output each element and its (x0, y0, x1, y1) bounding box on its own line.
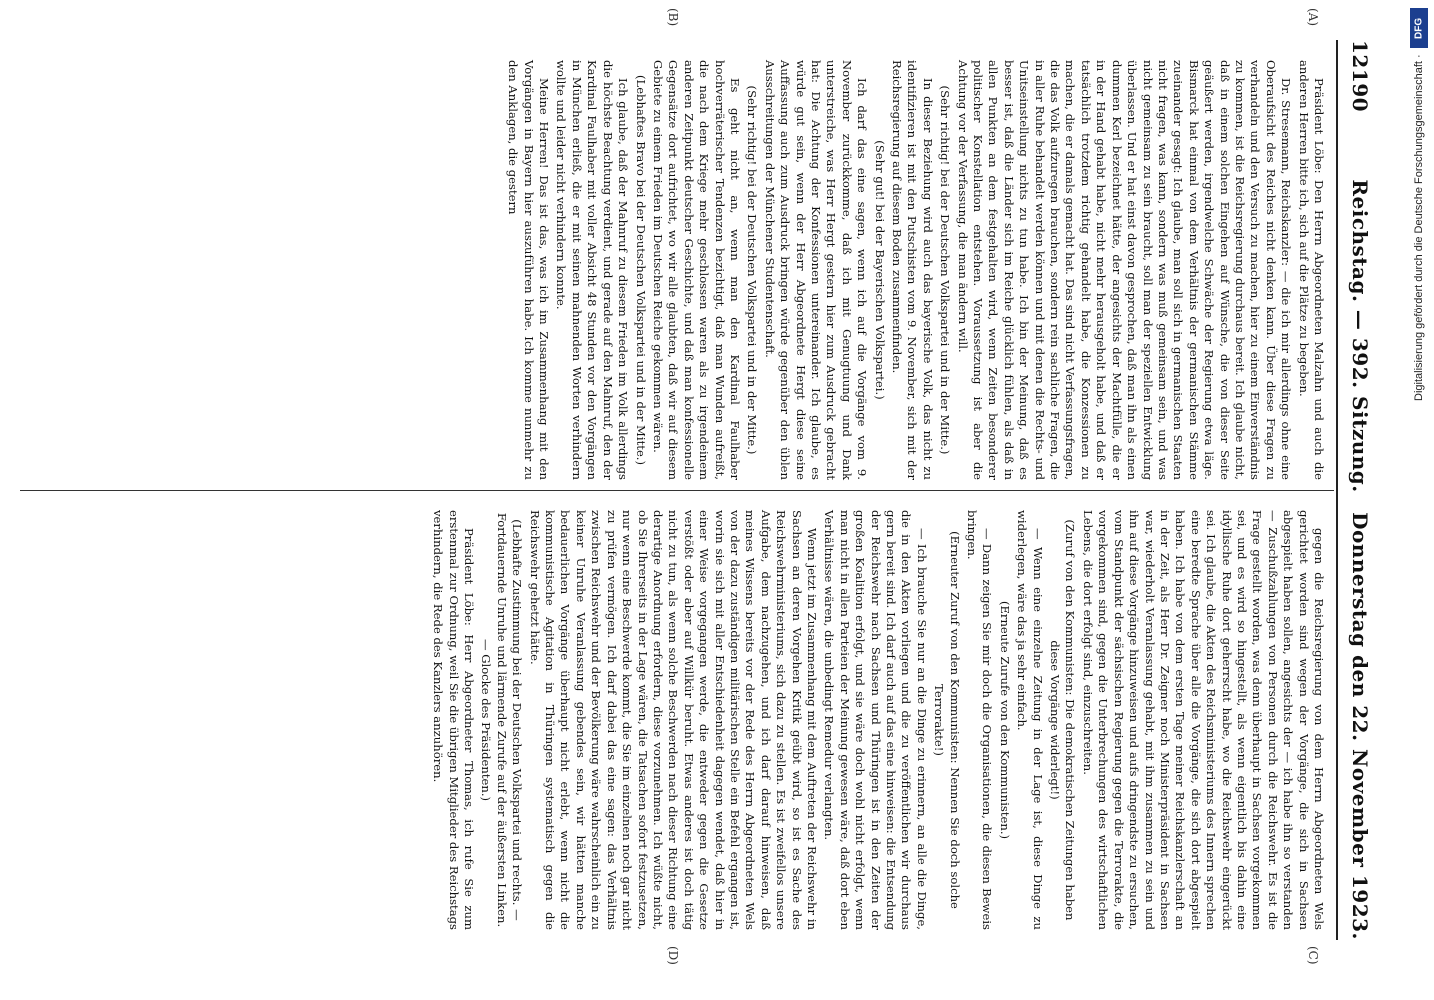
margin-marker-a: (A) (1306, 8, 1320, 27)
left-column-paragraph: (Sehr richtig! bei der Deutschen Volkspartei und in der Mitte.) (745, 85, 760, 455)
session-title: Reichstag. — 392. Sitzung. (1348, 179, 1372, 493)
left-column-paragraph: (Lebhaftes Bravo bei der Deutschen Volkspartei und in der Mitte.) (633, 74, 648, 466)
right-column-paragraph: (Lebhafte Zustimmung bei der Deutschen Volkspartei und rechts. — Fortdauernde Unruhe und lärmende Zurufe auf der äußersten Linken. — Glocke des Präsidenten.) (479, 512, 525, 928)
left-column-paragraph: Dr. Stresemann, Reichskanzler: — die ich mir allerdings ohne eine Oberaufsicht des Reiches nicht denken kann. Über diese Fragen zu verhandeln und den Versuch zu machen, hier zu einem Einverständnis zu kommen, ist die Reichsregierung durchaus bereit. Ich glaube nicht, daß in einem solchen Eingehen auf Wünsche, die von dieser Seite geäußert werden, irgendwelche Schwäche der Regierung etwa läge. Bismarck hat einmal von dem Verhältnis der germanischen Stämme zueinander gesagt: Ich glaube, man soll sich in germanischen Staaten nicht fragen, was kann, sondern was muß gemeinsam sein, und was nicht gemeinsam zu sein braucht, soll man der speziellen Entwicklung überlassen. Und er hat einst davon gesprochen, daß man ihn als einen dummen Kerl bezeichnet hätte, der angesichts der Machtfülle, die er in der Hand gehabt habe, nicht mehr herausgeholt habe, und daß er tatsächlich trotzdem richtig gehandelt habe, die Konzessionen zu machen, die er damals gemacht hat. Das sind nicht Verfassungsfragen, die das Volk aufzuregen brauchen, sondern rein sachliche Fragen, die in aller Ruhe behandelt werden können und mit denen die Rechts- und Unitseinstellung nichts zu tun habe. Ich bin der Meinung, daß es besser ist, daß die Länder sich im Reiche glücklich fühlen, als daß in allen Punkten an dem festgehalten wird, wenn Zeiten besonderer politischer Konstellation entstehen. Voraussetzung ist aber die Achtung vor der Verfassung, die man ändern will. (955, 60, 1294, 480)
left-column-paragraph: Es geht nicht an, wenn man den Kardinal Faulhaber hochverräterischer Tendenzen bezichtigt, daß man Wunden aufreißt, die nach dem Kriege mehr geschlossen waren als zu irgendeinem anderen Zeitpunkt deutscher Geschichte, und daß man konfessionelle Gegensätze dort aufrichtet, wo wir alle glaubten, daß wir auf diesem Gebiete zu einem Frieden im Deutschen Reiche gekommen wären. (650, 60, 742, 480)
left-column-paragraph: (Sehr richtig! bei der Deutschen Volkspartei und in der Mitte.) (938, 85, 953, 455)
left-column-paragraph: Ich glaube, daß der Mahnruf zu diesem Frieden im Volk allerdings die höchste Beachtung verdient, und gerade auf den Mahnruf, den der Kardinal Faulhaber mit voller Absicht 48 Stunden vor den Vorgängen in München erließ, die er mit seinen mahnenden Worten verhindern wollte und leider nicht verhindern konnte. (554, 60, 631, 480)
right-column-paragraph: gegen die Reichsregierung von dem Herrn Abgeordneten Wels gerichtet worden sind wegen der Vorgänge, die sich in Sachsen abgespielt haben sollen, angesichts der — ich habe ihn so verstanden — Zuschußzahlungen von Personen durch die Reichswehr. Es ist die Frage gestellt worden, was denn überhaupt in Sachsen vorgekommen sei, und es wird so hingestellt, als wenn eigentlich bis dahin eine idyllische Ruhe dort geherrscht habe, wo die Reichswehr eingerückt sei. Ich glaube, die Akten des Reichsministeriums des Innern sprechen eine beredte Sprache über alle die Vorgänge, die sich dort abgespielt haben. Ich habe von dem ersten Tage meiner Reichskanzlerschaft an in der Zeit, als Herr Dr. Zeigner noch Ministerpräsident in Sachsen war, wiederholt Veranlassung gehabt, mit ihm zusammen zu sein und ihn auf diese Vorgänge hinzuweisen und aufs dringendste zu ersuchen, vom Standpunkt der sächsischen Regierung gegen die Terrorakte, die vorgekommen sind, gegen die Unterbrechungen des wirtschaftlichen Lebens, die dort erfolgt sind, einzuschreiten. (1080, 510, 1326, 930)
left-column-paragraph: In dieser Beziehung wird auch das bayerische Volk, das nicht zu identifizieren ist mit den Putschisten vom 9. November, sich mit der Reichsregierung auf diesem Boden zusammenfinden. (890, 60, 935, 480)
left-column-paragraph: Ich darf das eine sagen, wenn ich auf die Vorgänge vom 9. November zurückkomme, daß ich mit Genugtuung und Dank unterstreiche, was Herr Hergt gestern hier zum Ausdruck gebracht hat: Die Achtung der Konfessionen untereinander. Ich glaube, es würde gut sein, wenn der Herr Abgeordnete Hergt diese seine Auffassung auch zum Ausdruck bringen würde gegenüber den üblen Ausschreitungen der Münchener Studentenschaft. (762, 60, 870, 480)
digitization-sidebar (1406, 8, 1432, 988)
right-column-paragraph: Präsident Löbe: Herr Abgeordneter Thomas, ich rufe Sie zum erstenmal zur Ordnung, weil Sie die übrigen Mitglieder des Reichstags verhindern, die Rede des Kanzlers anzuhören. (431, 510, 477, 930)
left-column-paragraph: Präsident Löbe: Den Herrn Abgeordneten Malzahn und auch die anderen Herren bitte ich, sich auf die Plätze zu begeben. (1296, 60, 1326, 480)
right-column-paragraph: (Erneute Zurufe von den Kommunisten.) (997, 600, 1012, 840)
left-column-paragraph: (Sehr gut! bei der Bayerischen Volkspartei.) (872, 140, 887, 400)
digitization-credit: Digitalisierung gefördert durch die Deutsche Forschungsgemeinschaft · (1413, 54, 1425, 401)
dfg-logo: DFG (1410, 8, 1428, 48)
right-column-paragraph: — Dann zeigen Sie mir doch die Organisationen, die diesen Beweis bringen. (965, 510, 995, 930)
margin-marker-d: (D) (666, 946, 680, 965)
page-number: 12190 (1348, 40, 1372, 113)
left-column-paragraph: Meine Herren! Das ist das, was ich im Zusammenhang mit den Vorgängen in Bayern hier auszuführen habe. Ich komme nunmehr zu den Anklagen, die gestern (506, 60, 552, 480)
margin-marker-b: (B) (666, 8, 680, 27)
margin-marker-c: (C) (1306, 946, 1320, 965)
right-column-paragraph: — Wenn eine einzelne Zeitung in der Lage ist, diese Dinge zu widerlegen, wäre das ja sehr einfach. (1015, 510, 1045, 930)
session-date: Donnerstag den 22. November 1923. (1348, 512, 1372, 940)
right-column-paragraph: (Erneuter Zuruf von den Kommunisten: Nennen Sie doch solche Terrorakte!) (932, 531, 962, 909)
left-text-column (503, 60, 1326, 480)
right-column-paragraph: Wenn jetzt im Zusammenhang mit dem Auftreten der Reichswehr in Sachsen an deren Vorgehen Kritik geübt wird, so ist es Sache des Reichswehrministeriums, sich dazu zu stellen. Es ist zweifellos unsere Aufgabe, dem nachzugehen, und ich darf darauf hinweisen, daß meines Wissens bereits vor der Rede des Herrn Abgeordneten Wels von der dazu zuständigen militärischen Stelle ein Befehl ergangen ist, worin sie sich mit aller Entschiedenheit dagegen wendet, daß hier in einer Weise vorgegangen werde, die entweder gegen die Gesetze verstößt oder aber auf Willkür beruht. Etwas anderes ist doch tätig nicht zu tun, als wenn solche Beschwerden nach dieser Richtung eine derartige Anordnung erfordern, diese vorzunehmen. Ich wüßte nicht, ob Sie Ihrerseits in der Lage wären, die Tatsachen sofort festzusetzen, nur wenn eine Beschwerde kommt, die Sie im einzelnen noch gar nicht zu prüfen vermögen. Ich darf dabei das eine sagen: das Verhältnis zwischen Reichswehr und der Bevölkerung wäre wahrscheinlich ein zu keiner Unruhe Veranlassung gebendes sein, wir hätten manche bedauerlichen Vorgänge überhaupt nicht erlebt, wenn nicht die kommunistische Agitation in Thüringen systematisch gegen die Reichswehr gehetzt hätte. (527, 510, 819, 930)
right-text-column (428, 510, 1326, 930)
column-separator (20, 490, 1334, 491)
page-header (1340, 40, 1380, 940)
header-rule (1336, 40, 1338, 940)
right-column-paragraph: — Ich brauche Sie nur an die Dinge zu erinnern, an alle die Dinge, die in den Akten vorliegen und die zu veröffentlichen wir durchaus gern bereit sind. Ich darf auch auf das eine hinweisen: die Entsendung der Reichswehr nach Sachsen und Thüringen ist in den Zeiten der großen Koalition erfolgt, und sie wäre doch wohl nicht erfolgt, wenn man nicht in allen Parteien der Meinung gewesen wäre, daß dort eben Verhältnisse wären, die unbedingt Remedur verlangten. (822, 510, 929, 930)
right-column-paragraph: (Zuruf von den Kommunisten: Die demokratischen Zeitungen haben diese Vorgänge widerlegt!) (1048, 519, 1078, 921)
